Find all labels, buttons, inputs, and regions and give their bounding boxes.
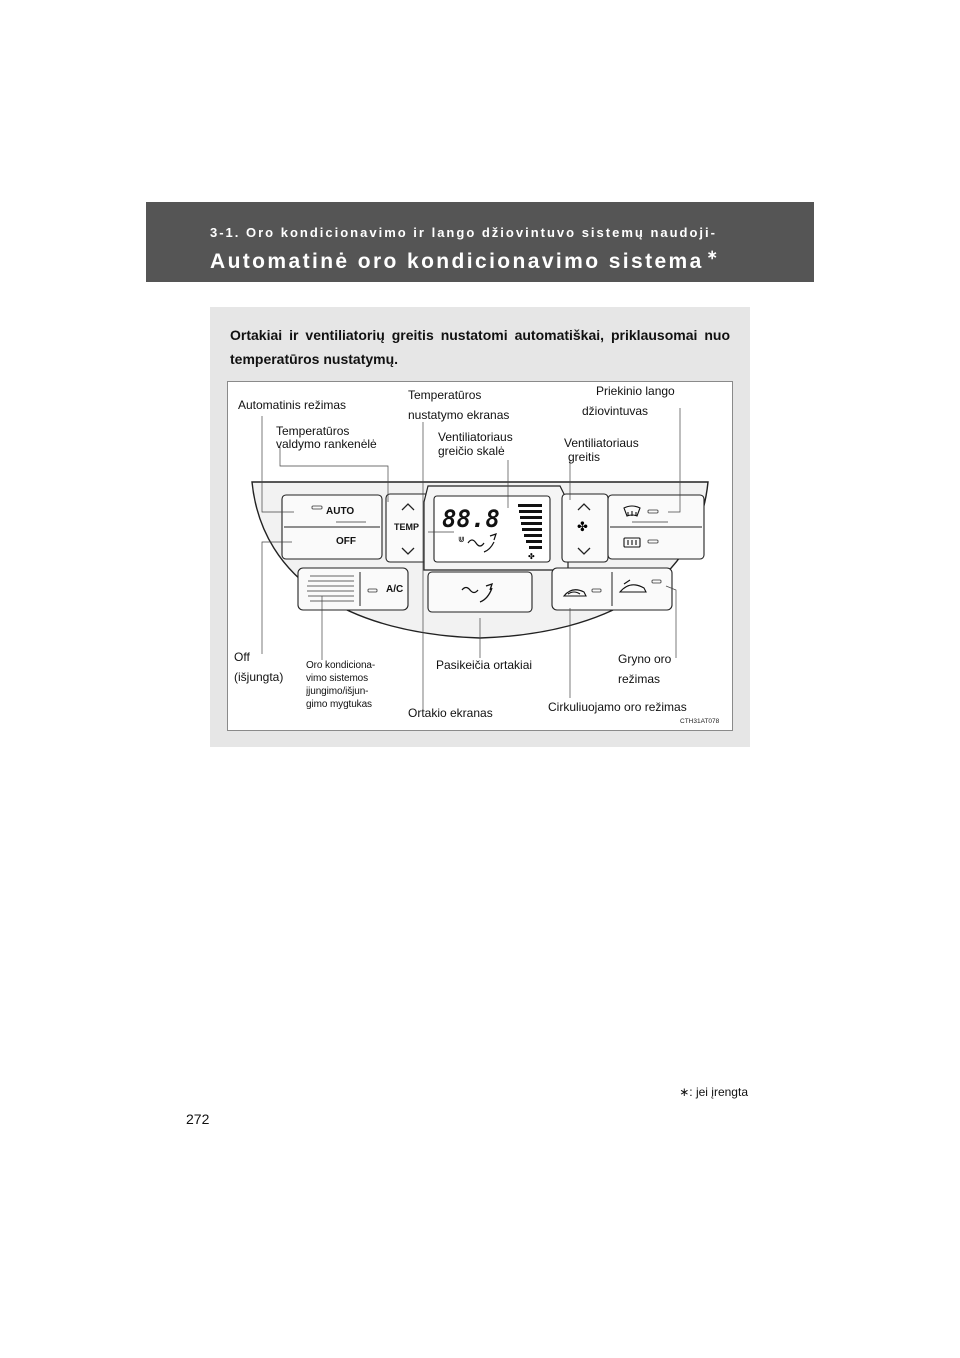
label-ac-button-4: gimo mygtukas [306, 699, 372, 710]
info-panel [210, 307, 750, 747]
page-number: 272 [186, 1111, 210, 1127]
label-ac-button-3: įjungimo/išjun- [306, 686, 369, 697]
label-ac-button-1: Oro kondiciona- [306, 660, 376, 671]
intro-text: Ortakiai ir ventiliatorių greitis nustatomi automatiškai, priklausomai nuo temperatūros nustatymų. [230, 327, 730, 367]
label-temp-control-1: Temperatūros [276, 424, 350, 438]
page-title-text: Automatinė oro kondicionavimo sistema [210, 250, 704, 273]
section-header [146, 202, 814, 282]
label-fresh-air-2: režimas [618, 672, 661, 686]
off-button-label: OFF [336, 536, 356, 547]
label-off-1: Off [234, 650, 250, 664]
label-recirculation: Cirkuliuojamo oro režimas [548, 700, 687, 714]
label-fan-speed-1: Ventiliatoriaus [564, 436, 639, 450]
fan-small-icon: ✤ [528, 552, 535, 561]
fan-icon: ✤ [577, 520, 588, 535]
ac-button-label: A/C [386, 584, 404, 595]
label-outlet-change: Pasikeičia ortakiai [436, 658, 533, 672]
label-automatic-mode: Automatinis režimas [238, 398, 347, 412]
label-temp-display-1: Temperatūros [408, 388, 482, 402]
asterisk-mark: ∗ [706, 247, 721, 262]
page-title [210, 247, 721, 274]
label-fresh-air-1: Gryno oro [618, 652, 672, 666]
label-fan-scale-2: greičio skalė [438, 444, 505, 458]
label-fan-speed-2: greitis [568, 450, 601, 464]
control-panel-figure [227, 381, 733, 731]
temperature-display: 88.8 [442, 505, 500, 533]
label-temp-control-2: valdymo rankenėlė [276, 437, 377, 451]
temp-label: TEMP [394, 522, 420, 532]
label-defroster-1: Priekinio lango [596, 384, 675, 398]
label-off-2: (išjungta) [234, 670, 284, 684]
section-title: 3-1. Oro kondicionavimo ir lango džiovintuvo sistemų naudoji- [210, 225, 717, 240]
auto-button-label: AUTO [326, 506, 355, 517]
footnote: ∗: jei įrengta [679, 1085, 748, 1099]
label-fan-scale-1: Ventiliatoriaus [438, 430, 513, 444]
defrost-small-icon: ⋓ [458, 535, 465, 544]
label-ac-button-2: vimo sistemos [306, 673, 369, 684]
label-outlet-display: Ortakio ekranas [408, 706, 493, 720]
label-defroster-2: džiovintuvas [582, 404, 649, 418]
label-temp-display-2: nustatymo ekranas [408, 408, 510, 422]
figure-code: CTH31AT078 [680, 718, 720, 725]
outlet-change-button [428, 572, 532, 612]
